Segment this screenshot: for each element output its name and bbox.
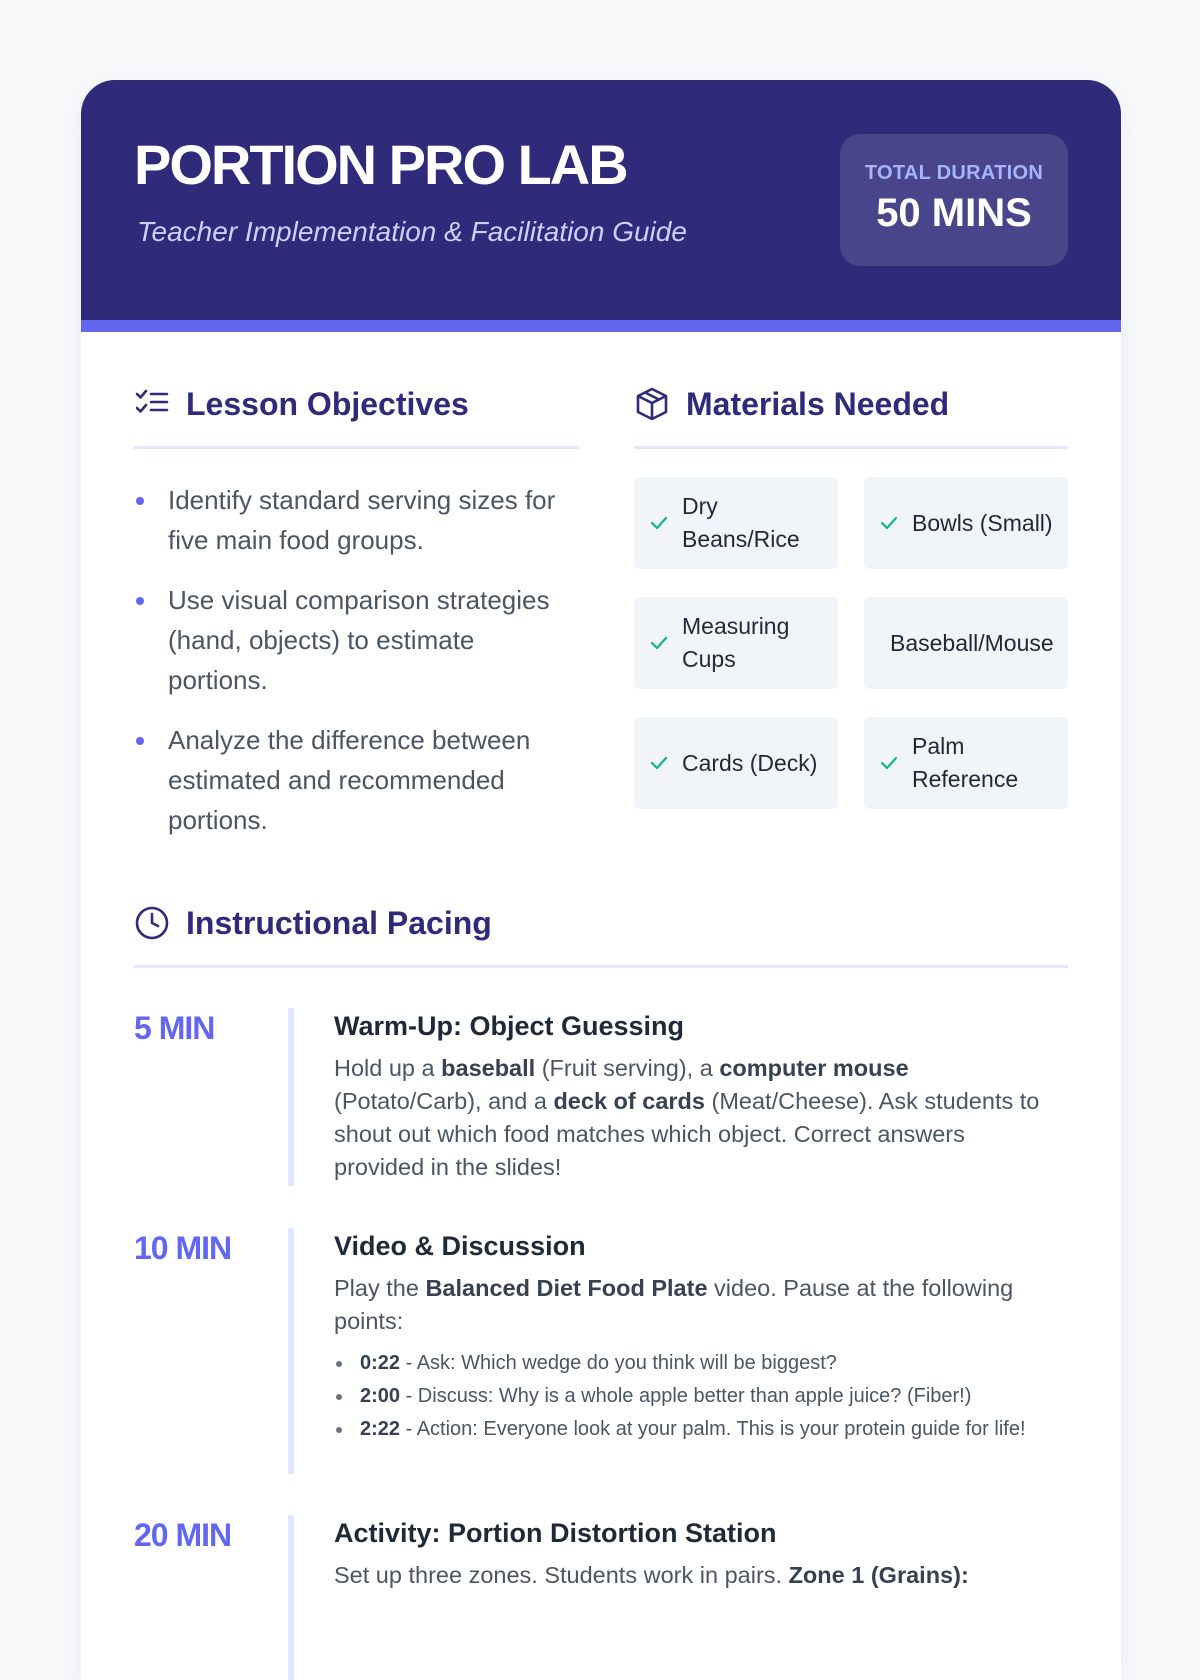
step-time: 10 MIN xyxy=(134,1230,232,1266)
material-item xyxy=(864,477,1068,569)
material-item xyxy=(864,597,1068,689)
material-item xyxy=(634,717,838,809)
list-item: Analyze the difference between estimated and recommended portions. xyxy=(134,720,579,840)
step-description: Set up three zones. Students work in pairs. Zone 1 (Grains): xyxy=(334,1562,969,1588)
step-title: Warm-Up: Object Guessing xyxy=(334,1011,685,1041)
materials-grid xyxy=(634,477,1068,809)
step-body xyxy=(334,1228,1054,1449)
step-description: Hold up a baseball (Fruit serving), a computer mouse (Potato/Carb), and a deck of cards (Meat/Cheese). Ask students to shout out which food matches which object. Correct answers provided in the slides! xyxy=(334,1055,1040,1180)
check-icon xyxy=(878,512,900,534)
material-item xyxy=(634,597,838,689)
step-body xyxy=(334,1515,1054,1592)
materials-title: Materials Needed xyxy=(686,386,950,422)
list-item: Use visual comparison strategies (hand, objects) to estimate portions. xyxy=(134,580,579,700)
list-item: 0:22 - Ask: Which wedge do you think will be biggest? xyxy=(334,1350,1054,1377)
box-icon xyxy=(634,386,670,422)
duration-label: TOTAL DURATION xyxy=(864,162,1044,184)
material-item xyxy=(634,477,838,569)
material-label: Bowls (Small) xyxy=(912,509,1053,536)
page-subtitle: Teacher Implementation & Facilitation Guide xyxy=(137,216,687,247)
step-time: 20 MIN xyxy=(134,1517,232,1553)
check-icon xyxy=(648,632,670,654)
material-label: Dry Beans/Rice xyxy=(682,493,800,552)
step-divider xyxy=(288,1228,294,1474)
step-divider xyxy=(288,1515,294,1680)
list-item: 2:00 - Discuss: Why is a whole apple better than apple juice? (Fiber!) xyxy=(334,1383,1054,1410)
material-label: Measuring Cups xyxy=(682,613,790,672)
checklist-icon xyxy=(134,386,170,422)
guide-card xyxy=(81,80,1121,1680)
step-title: Video & Discussion xyxy=(334,1231,586,1261)
page-title: PORTION PRO LAB xyxy=(134,133,627,196)
step-title: Activity: Portion Distortion Station xyxy=(334,1518,777,1548)
pacing-title: Instructional Pacing xyxy=(186,905,492,941)
check-icon xyxy=(648,752,670,774)
materials-heading xyxy=(634,386,1068,449)
check-icon xyxy=(878,752,900,774)
step-description: Play the Balanced Diet Food Plate video. Pause at the following points: xyxy=(334,1275,1014,1334)
duration-badge xyxy=(840,134,1068,266)
clock-icon xyxy=(134,905,170,941)
pacing-heading xyxy=(134,905,1068,968)
objectives-title: Lesson Objectives xyxy=(186,386,469,422)
material-label: Cards (Deck) xyxy=(682,749,818,776)
material-label: Palm Reference xyxy=(912,733,1019,792)
objectives-list xyxy=(134,480,579,860)
objectives-heading xyxy=(134,386,579,449)
material-item xyxy=(864,717,1068,809)
step-time: 5 MIN xyxy=(134,1010,215,1046)
material-label: Baseball/Mouse xyxy=(890,629,1054,656)
step-body xyxy=(334,1008,1054,1184)
header-banner xyxy=(81,80,1121,332)
list-item: Identify standard serving sizes for five main food groups. xyxy=(134,480,579,560)
step-divider xyxy=(288,1008,294,1186)
video-points-list xyxy=(334,1350,1054,1443)
duration-value: 50 MINS xyxy=(876,191,1032,235)
check-icon xyxy=(648,512,670,534)
list-item: 2:22 - Action: Everyone look at your palm. This is your protein guide for life! xyxy=(334,1416,1054,1443)
